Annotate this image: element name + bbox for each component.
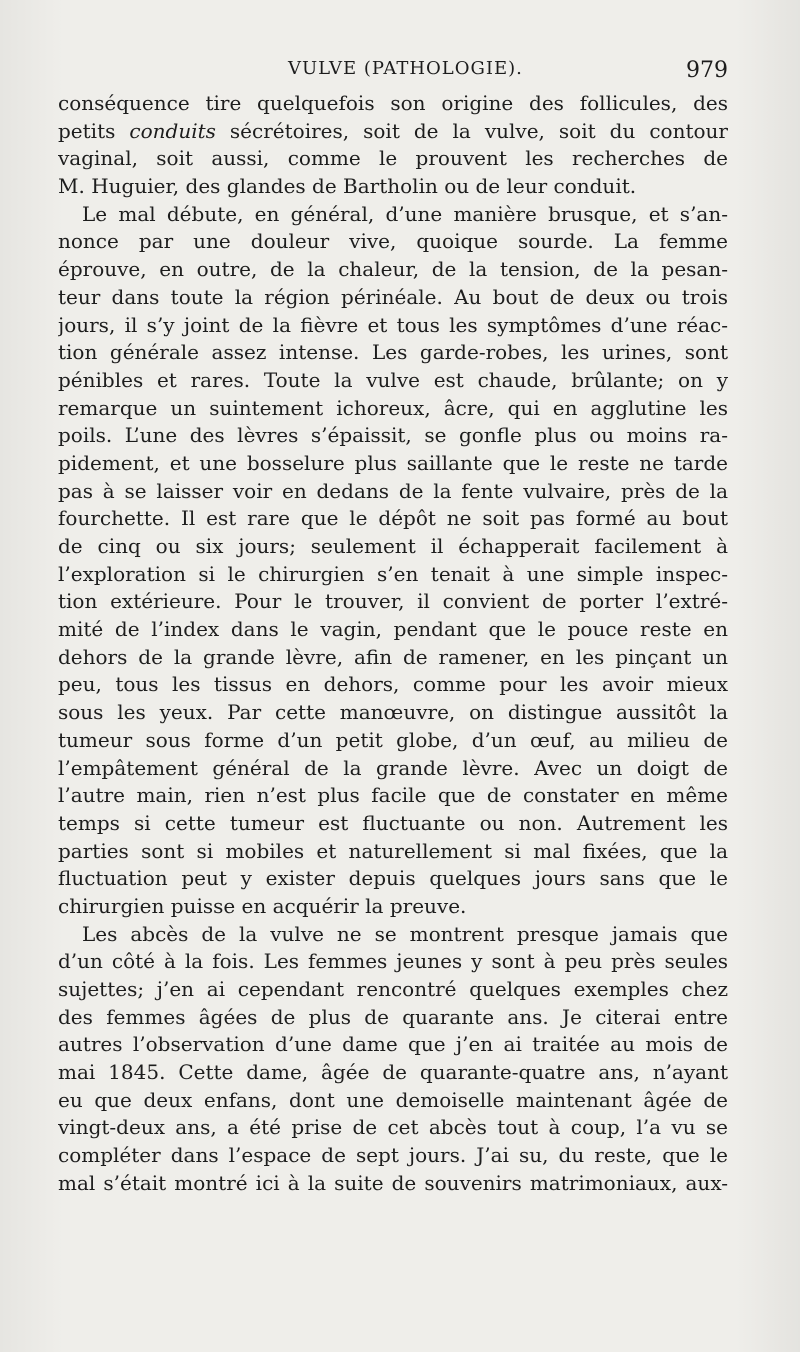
text-line: tumeur sous forme d’un petit globe, d’un œuf, au milieu de	[58, 727, 728, 752]
text-line: temps si cette tumeur est fluctuante ou non. Autrement les	[58, 810, 728, 835]
text-line: tion extérieure. Pour le trouver, il convient de porter l’extré-	[58, 589, 728, 614]
text-line: eu que deux enfans, dont une demoiselle maintenant âgée de	[58, 1087, 728, 1112]
running-head: VULVE (PATHOLOGIE).	[288, 58, 523, 79]
text-line: vaginal, soit aussi, comme le prouvent les recherches de	[58, 146, 728, 171]
text-line: tion générale assez intense. Les garde-robes, les urines, sont	[58, 340, 728, 365]
text-line: sujettes; j’en ai cependant rencontré quelques exemples chez	[58, 977, 728, 1001]
text-line: remarque un suintement ichoreux, âcre, qui en agglutine les	[58, 395, 728, 420]
text-line: autres l’observation d’une dame que j’en ai traitée au mois de	[58, 1032, 728, 1057]
italic-word: conduits	[129, 118, 216, 143]
text-line-part: sécrétoires, soit de la vulve, soit du contour	[215, 118, 728, 143]
text-line: éprouve, en outre, de la chaleur, de la tension, de la pesan-	[58, 257, 728, 282]
text-line: vingt-deux ans, a été prise de cet abcès tout à coup, l’a vu se	[58, 1115, 728, 1140]
text-line: M. Huguier, des glandes de Bartholin ou de leur conduit.	[58, 174, 637, 199]
page-header	[58, 58, 728, 88]
text-line: fluctuation peut y exister depuis quelques jours sans que le	[58, 866, 728, 891]
text-line: parties sont si mobiles et naturellement si mal fixées, que la	[58, 838, 728, 863]
text-line: jours, il s’y joint de la fièvre et tous les symptômes d’une réac-	[58, 312, 728, 337]
text-line: mal s’était montré ici à la suite de souvenirs matrimoniaux, aux-	[58, 1170, 728, 1195]
text-line: Les abcès de la vulve ne se montrent presque jamais que	[82, 921, 728, 946]
text-line: des femmes âgées de plus de quarante ans. Je citerai entre	[58, 1004, 728, 1029]
text-line: pénibles et rares. Toute la vulve est chaude, brûlante; on y	[58, 367, 728, 392]
page-number: 979	[686, 58, 728, 83]
text-line: de cinq ou six jours; seulement il échapperait facilement à	[58, 534, 728, 558]
text-line: peu, tous les tissus en dehors, comme pour les avoir mieux	[58, 672, 728, 697]
text-line: pas à se laisser voir en dedans de la fente vulvaire, près de la	[58, 478, 728, 503]
text-line: mité de l’index dans le vagin, pendant que le pouce reste en	[58, 617, 728, 642]
text-line: conséquence tire quelquefois son origine des follicules, des	[58, 91, 728, 115]
text-line: Le mal débute, en général, d’une manière brusque, et s’an-	[82, 201, 728, 226]
text-line: compléter dans l’espace de sept jours. J’ai su, du reste, que le	[58, 1143, 728, 1168]
body-text	[58, 90, 728, 1198]
text-line	[58, 118, 728, 146]
text-line: l’empâtement général de la grande lèvre. Avec un doigt de	[58, 755, 728, 780]
text-line-part: petits	[58, 118, 130, 143]
text-line: l’exploration si le chirurgien s’en tenait à une simple inspec-	[58, 561, 728, 586]
text-line: chirurgien puisse en acquérir la preuve.	[58, 893, 467, 918]
text-line: pidement, et une bosselure plus saillante que le reste ne tarde	[58, 450, 728, 475]
text-line: nonce par une douleur vive, quoique sourde. La femme	[58, 229, 728, 254]
text-line: sous les yeux. Par cette manœuvre, on distingue aussitôt la	[58, 700, 728, 725]
text-line: d’un côté à la fois. Les femmes jeunes y sont à peu près seules	[58, 949, 728, 974]
text-line: mai 1845. Cette dame, âgée de quarante-quatre ans, n’ayant	[58, 1060, 728, 1085]
text-line: dehors de la grande lèvre, afin de ramener, en les pinçant un	[58, 644, 728, 669]
text-line: l’autre main, rien n’est plus facile que de constater en même	[58, 783, 728, 808]
text-line: poils. L’une des lèvres s’épaissit, se gonfle plus ou moins ra-	[58, 423, 728, 448]
text-line: teur dans toute la région périnéale. Au bout de deux ou trois	[58, 284, 728, 309]
text-line: fourchette. Il est rare que le dépôt ne soit pas formé au bout	[58, 506, 728, 531]
